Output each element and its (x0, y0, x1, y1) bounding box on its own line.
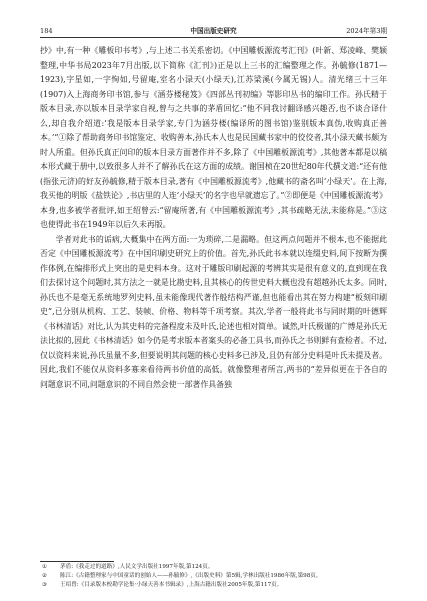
footnote-text: 陈江:《古籍整理家与中国童话的创始人——孙毓修》,《出版史料》第5辑,学林出版社1986年版,第98页。 (60, 573, 322, 580)
footnote-text: 茅盾:《我走过的道路》,人民文学出版社1997年版,第124页。 (60, 564, 214, 570)
footnote-mark: ③ (42, 582, 48, 589)
footnote (40, 572, 387, 581)
footnote (40, 581, 387, 590)
paragraph: 抄》中,有一种《雕板印书考》,与上述二书关系密切。《中国雕板源流考汇刊》(叶新、郑凌峰、樊颖整理,中华书局2023年7月出版,以下简称《汇刊》)正是以上三书的汇编整理之作。孙毓修(1871—1923),字星如,一字恂如,号留庵,室名小渌天(小绿天),江苏梁溪(今属无锡)人。清光绪三十三年(1907)入上海商务印书馆,参与《涵芬楼秘笈》《四部丛刊初编》等影印丛书的编印工作。孙氏精于版本目录,亦以版本目录学家自视,曾与之共事的茅盾回忆:“他不同我讨翻译感兴趣否,也不谈合译什么,却自我介绍道:‘我是版本目录学家,专门为涵芬楼(编译所的图书馆)鉴别版本真伪,收购真正善本。’”①除了帮助商务印书馆鉴定、收购善本,孙氏本人也是民国藏书家中的佼佼者,其小渌天藏书颇为时人所重。但孙氏真正问印的版本目录方面著作并不多,除了《中国雕板源流考》,其他著本都是以稿本形式藏于册中,以致很多人并不了解孙氏在这方面的成绩。谢国桢在20世纪80年代撰文道:“还有他(指张元济)的好友孙毓修,精于版本目录,著有《中国雕板源流考》,他藏书的斋名叫‘小绿天’。在上海,我买他的明版《盐铁论》,书店里的人连‘小绿天’的名字也早就遗忘了。”②即便是《中国雕板源流考》本身,也多被学者批评,如王绍曾云:“留庵所著,有《中国雕板源流考》,其书疏略无法,未能称是。”③这也使得此书在1949年以后久未再版。 (40, 46, 387, 229)
body-text (40, 44, 387, 392)
footnote-rule (40, 561, 114, 562)
footnotes (40, 563, 387, 591)
journal-title: 中国出版史研究 (190, 27, 237, 35)
footnote-text: 王绍曾:《目录版本校勘学论集·小绿天善本书辑录》,上海古籍出版社2005年版,第117页。 (60, 582, 283, 589)
page-number: 184 (40, 27, 53, 35)
footnote-mark: ② (42, 573, 48, 580)
footnote (40, 563, 387, 572)
paragraph: 学者对此书的诟病,大概集中在两方面:一为琐碎,二是漏略。但这两点问题并不根本,也不能据此否定《中国雕板源流考》在中国印刷史研究上的价值。首先,孙氏此书本就以连缀史料,间下按断为撰作体例,在编排形式上突出的是史料本身。这对于雕版印刷起源的考辨其实是很有意义的,直到现在我们去探讨这个问题时,其方法之一就是比勘史料,且其核心的传世史料大概也没有超越孙氏太多。同时,孙氏也不是毫无系统地罗列史料,虽未能像现代著作般结构严谨,但也能看出其在努力构建“板刻印刷史”,已分别从机构、工艺、装帧、价格、物料等千项考察。其次,学者一般将此书与同时期的叶德辉《书林清话》对比,认为其史料的完备程度未及叶氏,论述也相对简单。诚然,叶氏极谨的广博是孙氏无法比拟的,因此《书林清话》如今仍是考求版本者案头的必备工具书,而孙氏之书则鲜有查检者。不过,仅以资料来说,孙氏虽量不多,但要说明其问题的核心史料多已涉及,且仍有部分史料是叶氏未提及者。因此,我们不能仅从资料多寡来看待两书价值的高低。就像整理者所言,两书的“差异似更在于各自的问题意识不同,问题意识的不同自然会使一部著作具备独 (40, 234, 387, 389)
issue-label: 2024年第3期 (346, 27, 387, 35)
footnote-mark: ① (42, 564, 48, 570)
header-rule (40, 37, 387, 38)
